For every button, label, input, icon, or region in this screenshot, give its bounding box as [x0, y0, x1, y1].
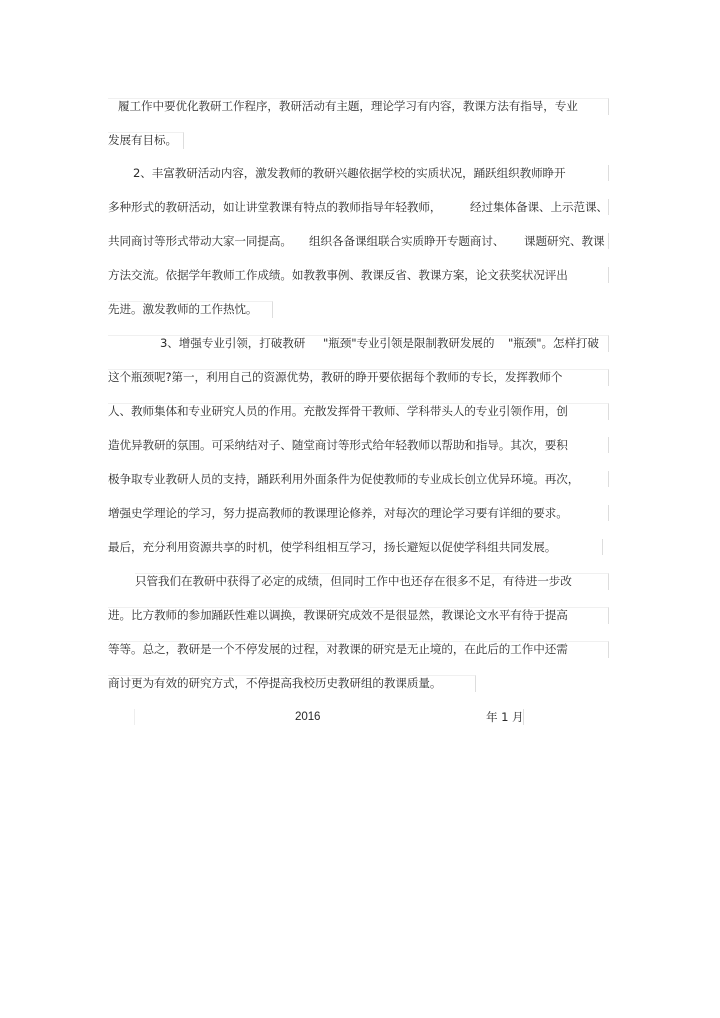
text-line: 履工作中要优化教研工作程序，教研活动有主题，理论学习有内容，教课方法有指导，专业 [118, 99, 578, 113]
text-line: 方法交流。依据学年教师工作成绩。如教教事例、教课反省、教课方案，论文获奖状况评出 [108, 268, 568, 282]
text-line: 多种形式的教研活动，如让讲堂教课有特点的教师指导年轻教师， [108, 200, 442, 214]
text-line: 商讨更为有效的研究方式，不停提高我校历史教研组的教课质量。 [108, 676, 442, 690]
text-line: 只管我们在教研中获得了必定的成绩，但同时工作中也还存在很多不足，有待进一步改 [135, 574, 572, 588]
text-line: 最后，充分利用资源共享的时机，使学科组相互学习，扬长避短以促使学科组共同发展。 [108, 540, 557, 554]
line-box [134, 709, 524, 725]
date-year: 2016 [295, 710, 321, 723]
text-line: 共同商讨等形式带动大家一同提高。 [108, 234, 292, 248]
text-line: 这个瓶颈呢?第一，利用自己的资源优势，教研的睁开要依据每个教师的专长，发挥教师个 [108, 370, 563, 384]
text-line: 课题研究、教课 [524, 234, 605, 248]
text-line: 发展有目标。 [108, 133, 177, 147]
text-line: 增强史学理论的学习，努力提高教师的教课理论修养，对每次的理论学习要有详细的要求。 [108, 506, 568, 520]
text-line: "瓶颈"专业引领是限制教研发展的 [323, 336, 495, 350]
text-line: 造优异教研的氛围。可采纳结对子、随堂商讨等形式给年轻教师以帮助和指导。其次，要积 [108, 438, 568, 452]
text-line: "瓶颈"。怎样打破 [508, 336, 599, 350]
text-line: 3、增强专业引领，打破教研 [160, 336, 306, 350]
date-month: 年 1 月 [486, 710, 524, 724]
text-line: 等等。总之，教研是一个不停发展的过程，对教课的研究是无止境的，在此后的工作中还需 [108, 642, 568, 656]
text-line: 组织各备课组联合实质睁开专题商讨、 [309, 234, 505, 248]
text-line: 经过集体备课、上示范课、 [470, 200, 608, 214]
text-line: 2、丰富教研活动内容，激发教师的教研兴趣依据学校的实质状况，踊跃组织教师睁开 [133, 166, 566, 180]
text-line: 先进。激发教师的工作热忱。 [108, 302, 258, 316]
text-line: 进。比方教师的参加踊跃性难以调换，教课研究成效不是很显然，教课论文水平有待于提高 [108, 608, 568, 622]
text-line: 极争取专业教研人员的支持，踊跃利用外面条件为促使教师的专业成长创立优异环境。再次， [108, 472, 580, 486]
text-line: 人、教师集体和专业研究人员的作用。充散发挥骨干教师、学科带头人的专业引领作用，创 [108, 404, 568, 418]
